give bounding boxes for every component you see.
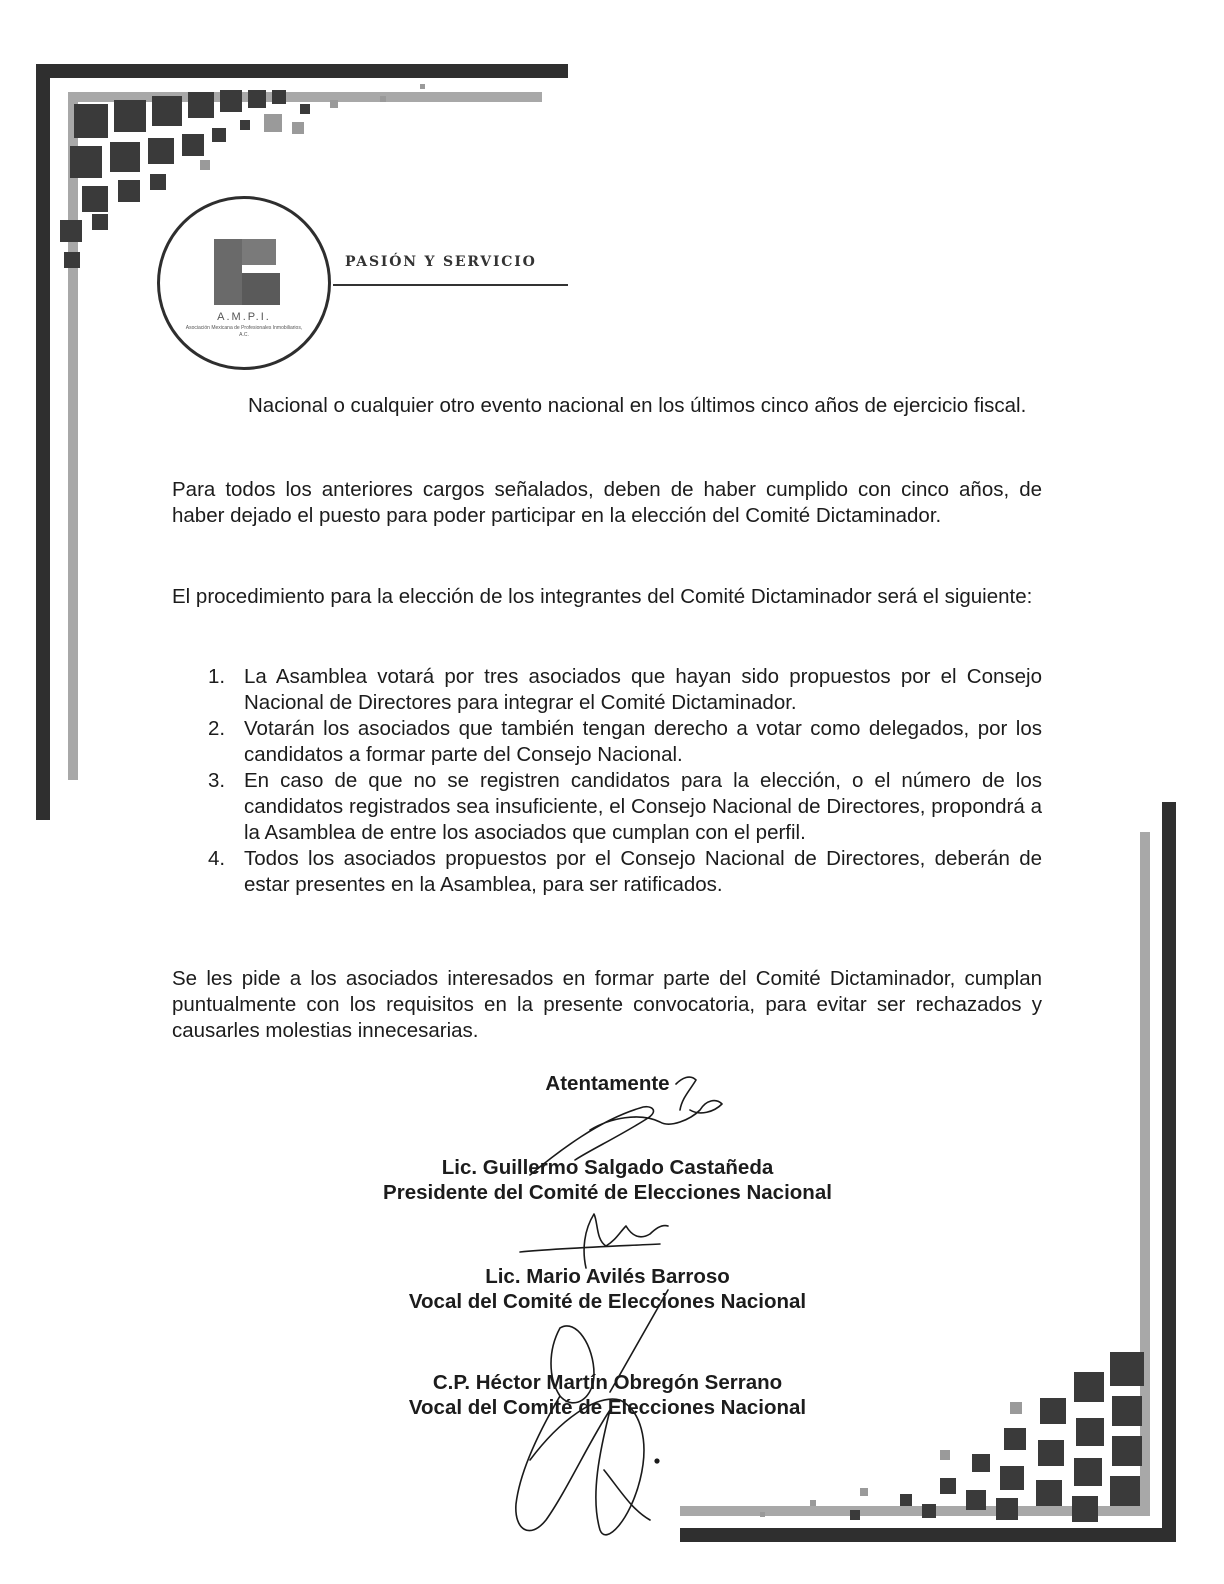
signatory-block: [250, 1264, 965, 1314]
slogan: PASIÓN Y SERVICIO: [345, 254, 537, 270]
logo-acronym: A.M.P.I.: [217, 311, 271, 323]
continuation-text: Nacional o cualquier otro evento nacional en los últimos cinco años de ejercicio fiscal.: [248, 394, 1027, 417]
list-item: [208, 716, 1042, 768]
paragraph-3: [172, 966, 1042, 1044]
continuation-paragraph: [172, 393, 1042, 419]
salutation-text: Atentamente: [545, 1072, 670, 1095]
list-item-number: 3.: [208, 769, 226, 792]
signatory-name: Lic. Mario Avilés Barroso: [485, 1265, 730, 1288]
signatory-block: [250, 1370, 965, 1420]
signatory-name: C.P. Héctor Martín Obregón Serrano: [432, 1371, 783, 1394]
list-item-number: 2.: [208, 717, 226, 740]
paragraph-3-text: Se les pide a los asociados interesados en formar parte del Comité Dictaminador, cumplan puntualmente con los requisitos en la presente convocatoria, para evitar ser rechazados y causarles molestias innecesarias.: [172, 967, 1042, 1042]
list-item: [208, 768, 1042, 846]
ampi-logo-mark-icon: [212, 237, 282, 307]
signatory-role: Vocal del Comité de Elecciones Nacional: [408, 1396, 807, 1419]
list-item-text: Todos los asociados propuestos por el Consejo Nacional de Directores, deberán de estar presentes en la Asamblea, para ser ratificados.: [244, 847, 1042, 896]
list-item-text: Votarán los asociados que también tengan derecho a votar como delegados, por los candidatos a formar parte del Consejo Nacional.: [244, 717, 1042, 766]
paragraph-2: [172, 584, 1042, 610]
list-item-number: 1.: [208, 665, 226, 688]
list-item-text: La Asamblea votará por tres asociados que hayan sido propuestos por el Consejo Nacional de Directores para integrar el Comité Dictaminador.: [244, 665, 1042, 714]
list-item: [208, 846, 1042, 898]
paragraph-1: [172, 477, 1042, 529]
signatory-name: Lic. Guillermo Salgado Castañeda: [441, 1156, 774, 1179]
slogan-rule: [333, 284, 568, 286]
signatory-role: Presidente del Comité de Elecciones Nacional: [383, 1181, 832, 1204]
salutation: [250, 1071, 965, 1096]
paragraph-2-text: El procedimiento para la elección de los integrantes del Comité Dictaminador será el siguiente:: [172, 585, 1033, 608]
list-item: [208, 664, 1042, 716]
logo-fullname: Asociación Mexicana de Profesionales Inmobiliarios, A.C.: [185, 325, 303, 338]
signatory-block: [250, 1155, 965, 1205]
procedure-list: [208, 664, 1042, 898]
list-item-text: En caso de que no se registren candidatos para la elección, o el número de los candidatos registrados sea insuficiente, el Consejo Nacional de Directores, propondrá a la Asamblea de entre los asociados que cumplan con el perfil.: [244, 769, 1042, 844]
ampi-logo: [157, 196, 331, 370]
paragraph-1-text: Para todos los anteriores cargos señalados, deben de haber cumplido con cinco años, de haber dejado el puesto para poder participar en la elección del Comité Dictaminador.: [172, 478, 1042, 527]
signatory-role: Vocal del Comité de Elecciones Nacional: [408, 1290, 807, 1313]
list-item-number: 4.: [208, 847, 226, 870]
